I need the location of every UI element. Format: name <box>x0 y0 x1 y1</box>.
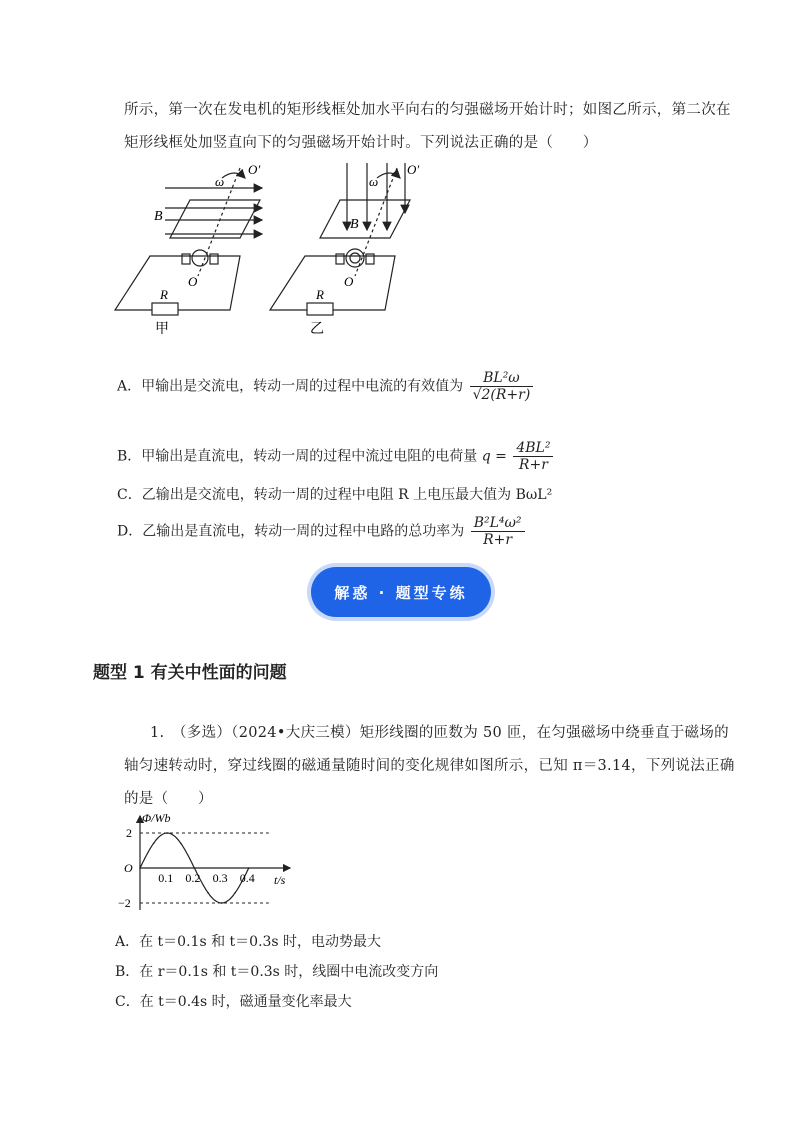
fig-right-axis-top: O′ <box>407 162 420 177</box>
question-line-2: 轴匀速转动时，穿过线圈的磁通量随时间的变化规律如图所示，已知 π＝3.14，下列说法正确 <box>124 758 735 774</box>
flux-chart <box>112 810 297 915</box>
option-d-numerator: B²L⁴ω² <box>471 515 525 532</box>
figure-right <box>270 163 410 315</box>
fig-left-resistor: R <box>160 287 168 302</box>
option-a-numerator: BL²ω <box>470 370 534 387</box>
option-b-q: q = <box>481 448 507 465</box>
option-b-numerator: 4BL² <box>513 440 553 457</box>
generator-figure <box>110 158 440 340</box>
x-tick-label: 0.2 <box>185 871 201 885</box>
fig-right-axis-bottom: O <box>344 274 354 289</box>
question-line-3: 的是（ ） <box>124 791 213 807</box>
question-line-1: 1. （多选）（2024•大庆三模）矩形线圈的匝数为 50 匝，在匀强磁场中绕垂直于磁场的 <box>150 725 729 741</box>
x-axis-label: t/s <box>274 873 286 887</box>
flux-point <box>221 902 223 904</box>
x-tick-label: 0.1 <box>158 871 174 885</box>
option-b-text: B．甲输出是直流电，转动一周的过程中流过电阻的电荷量 <box>117 448 478 465</box>
q1-option-b: B．在 r＝0.1s 和 t＝0.3s 时，线圈中电流改变方向 <box>115 964 439 980</box>
option-d <box>117 515 525 548</box>
y-tick-label: −2 <box>118 896 131 910</box>
flux-point <box>153 843 155 845</box>
intro-line-2: 矩形线框处加竖直向下的匀强磁场开始计时。下列说法正确的是（ ） <box>124 135 598 151</box>
option-a-text: A．甲输出是交流电，转动一周的过程中电流的有效值为 <box>117 378 464 395</box>
fig-right-resistor: R <box>316 287 324 302</box>
flux-point <box>166 832 168 834</box>
section-banner: 解惑 · 题型专练 <box>311 567 491 617</box>
option-a-denominator: √2(R+r) <box>472 387 531 403</box>
y-axis-label: Φ/Wb <box>142 811 171 825</box>
q1-option-c: C．在 t＝0.4s 时，磁通量变化率最大 <box>115 994 352 1010</box>
option-b-denominator: R+r <box>518 457 548 473</box>
flux-point <box>248 867 250 869</box>
flux-point <box>207 892 209 894</box>
fig-left-label: 甲 <box>155 322 169 337</box>
flux-point <box>234 892 236 894</box>
option-d-fraction <box>471 515 525 548</box>
x-tick-label: 0.4 <box>239 871 255 885</box>
fig-right-field: B <box>350 217 359 232</box>
option-a <box>117 370 533 403</box>
option-b-fraction <box>513 440 553 473</box>
origin-label: O <box>124 861 133 875</box>
flux-point <box>180 843 182 845</box>
fig-left-axis-top: O′ <box>248 162 261 177</box>
option-b <box>117 440 553 473</box>
option-c: C．乙输出是交流电，转动一周的过程中电阻 R 上电压最大值为 BωL² <box>117 487 553 503</box>
section-heading: 题型 1 有关中性面的问题 <box>93 663 287 683</box>
flux-point <box>139 867 141 869</box>
intro-line-1: 所示，第一次在发电机的矩形线框处加水平向右的匀强磁场开始计时；如图乙所示，第二次在 <box>124 102 731 118</box>
option-d-denominator: R+r <box>483 532 513 548</box>
option-d-text: D．乙输出是直流电，转动一周的过程中电路的总功率为 <box>117 523 465 540</box>
y-tick-label: 2 <box>126 826 132 840</box>
fig-right-label: 乙 <box>310 322 324 337</box>
fig-left-omega: ω <box>215 174 225 189</box>
fig-left-field: B <box>154 209 163 224</box>
option-a-fraction <box>470 370 534 403</box>
flux-point <box>194 867 196 869</box>
x-tick-label: 0.3 <box>212 871 228 885</box>
q1-option-a: A．在 t＝0.1s 和 t＝0.3s 时，电动势最大 <box>115 934 382 950</box>
fig-left-axis-bottom: O <box>188 274 198 289</box>
fig-right-omega: ω <box>369 174 379 189</box>
figure-left <box>115 168 262 315</box>
